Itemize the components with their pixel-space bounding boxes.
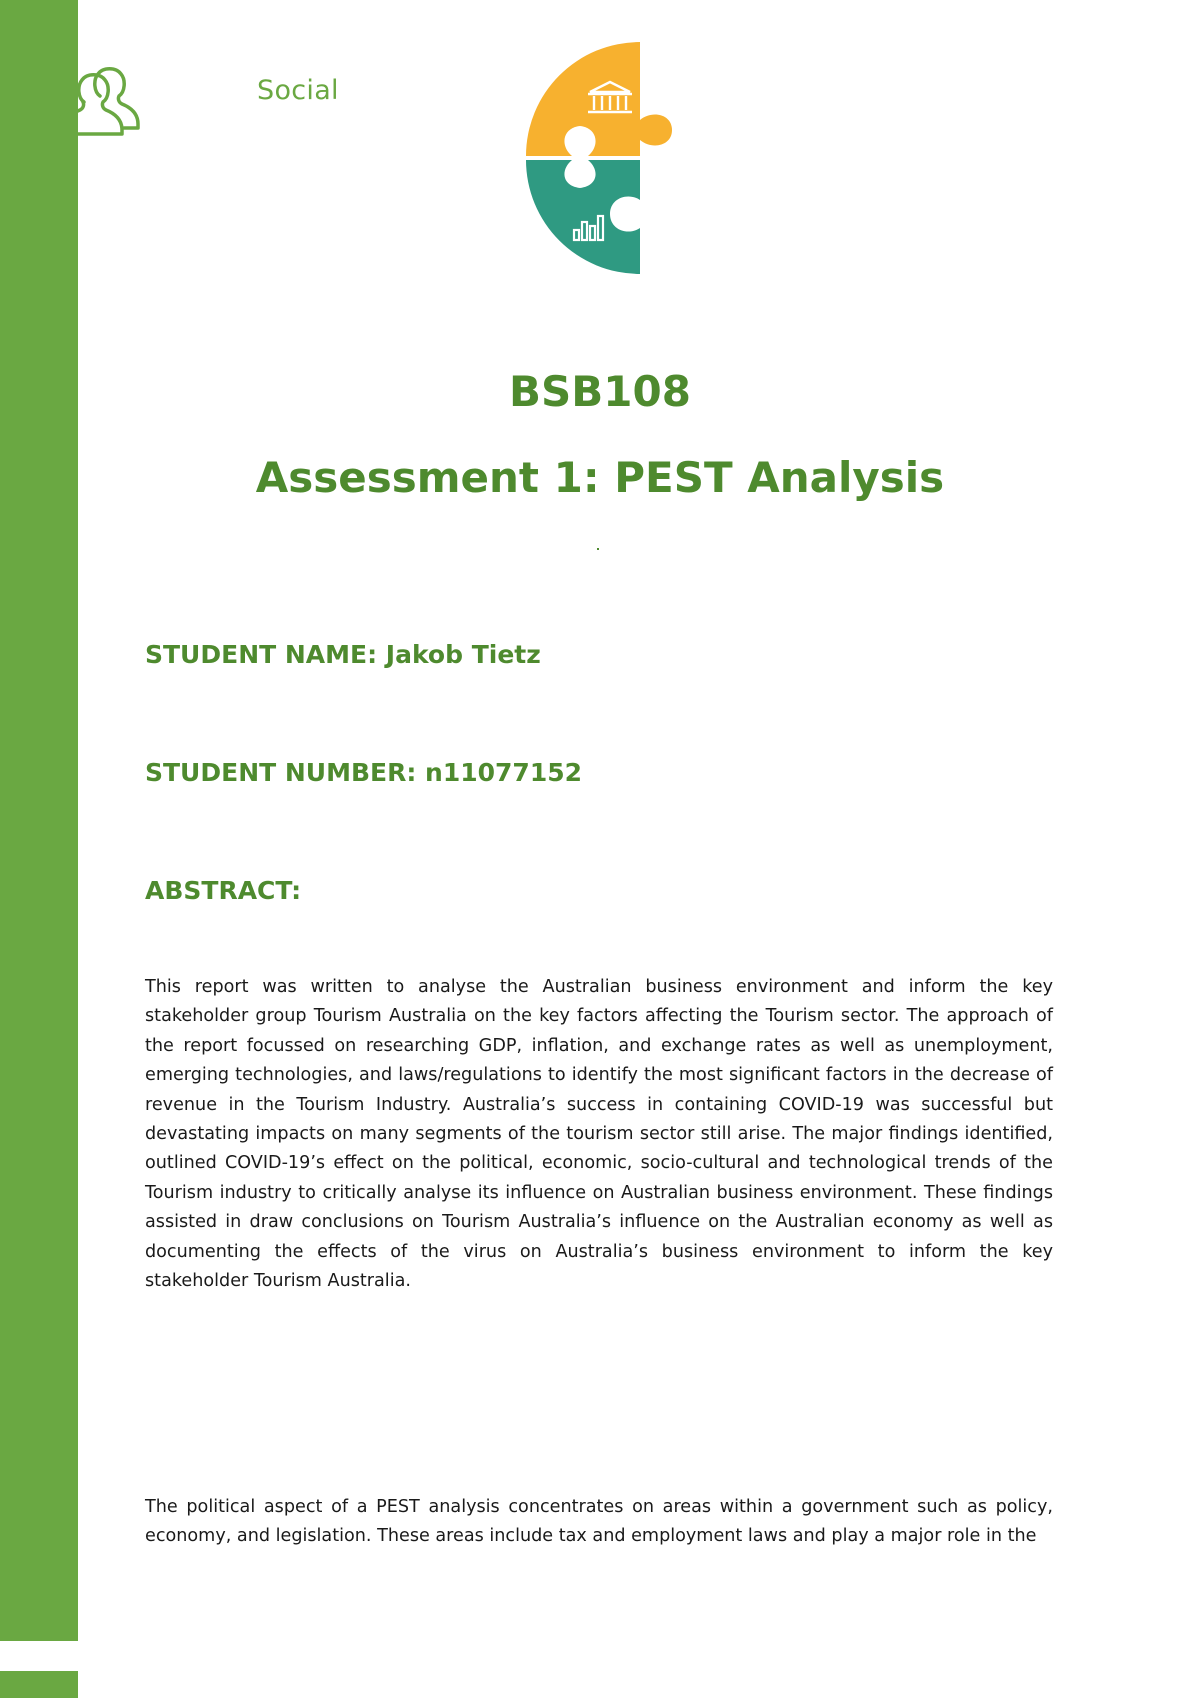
- social-label: Social: [257, 75, 339, 106]
- course-code: BSB108: [509, 367, 691, 416]
- puzzle-piece-economic: [526, 160, 640, 274]
- people-group-icon: [54, 66, 140, 138]
- side-accent-bar-footer: [0, 1671, 78, 1698]
- abstract-paragraph: This report was written to analyse the Australian business environment and inform the key stakeholder group Tourism Australia on the key factors affecting the Tourism sector. The approach of the report focussed on researching GDP, inflation, and exchange rates as well as unemployment, emerging technologies, and laws/regulations to identify the most significant factors in the decrease of revenue in the Tourism Industry. Australia’s success in containing COVID-19 was successful but devastating impacts on many segments of the tourism sector still arise. The major findings identified, outlined COVID-19’s effect on the political, economic, socio-cultural and technological trends of the Tourism industry to critically analyse its influence on Australian business environment. These findings assisted in draw conclusions on Tourism Australia’s influence on the Australian economy as well as documenting the effects of the virus on Australia’s business environment to inform the key stakeholder Tourism Australia.: [145, 977, 1053, 1292]
- document-title: Assessment 1: PEST Analysis: [255, 453, 945, 502]
- student-number: STUDENT NUMBER: n11077152: [145, 758, 583, 787]
- student-name: STUDENT NAME: Jakob Tietz: [145, 640, 541, 669]
- body-paragraph: The political aspect of a PEST analysis concentrates on areas within a government such as policy, economy, and legislation. These areas include tax and employment laws and play a major role in the: [145, 1497, 1053, 1547]
- puzzle-graphic: [520, 36, 680, 276]
- abstract-heading: ABSTRACT:: [145, 876, 302, 905]
- side-accent-bar: [0, 0, 78, 1641]
- puzzle-piece-political: [526, 42, 672, 156]
- separator-dot: [597, 548, 599, 550]
